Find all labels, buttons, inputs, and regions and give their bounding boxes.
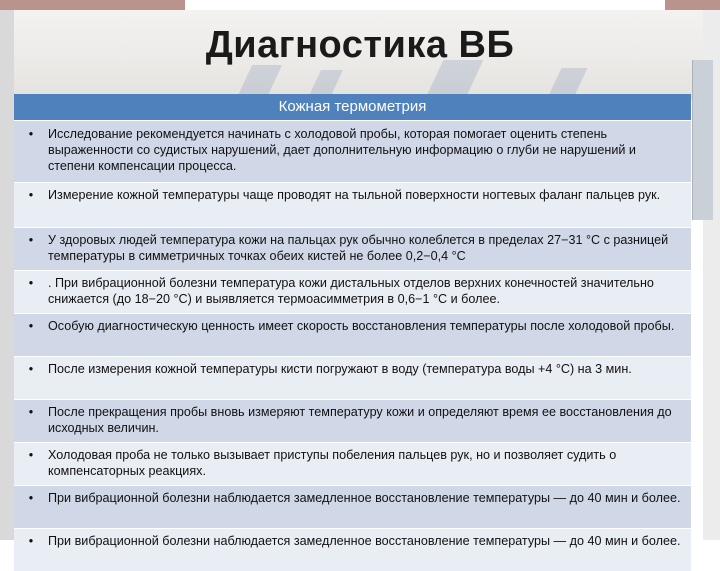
table-row [14, 399, 691, 442]
table-row [14, 442, 691, 485]
content-table [14, 94, 691, 548]
table-row [14, 227, 691, 270]
table-header: Кожная термометрия [14, 94, 691, 120]
slide-title: Диагностика ВБ [205, 24, 515, 66]
decorative-left-band [0, 10, 14, 540]
bullet: • [28, 188, 34, 202]
row-text: . При вибрационной болезни температура кожи дистальных отделов верхних конечностей значительно снижается (до 18−20 °С) и выявляется термоасимметрия в 0,6−1 °С и более. [48, 276, 654, 306]
row-text: При вибрационной болезни наблюдается замедленное восстановление температуры — до 40 мин и более. [48, 491, 681, 505]
bullet: • [28, 362, 34, 376]
table-row [14, 120, 691, 182]
table-row [14, 182, 691, 227]
row-text: Особую диагностическую ценность имеет скорость восстановления температуры после холодовой пробы. [48, 319, 675, 333]
bullet: • [28, 276, 34, 290]
row-text: У здоровых людей температура кожи на пальцах рук обычно колеблется в пределах 27−31 °С с разницей температуры в симметричных точках обеих кистей не более 0,2−0,4 °С [48, 233, 669, 263]
bullet: • [28, 405, 34, 419]
table-row [14, 485, 691, 528]
row-text: После измерения кожной температуры кисти погружают в воду (температура воды +4 °С) на 3 мин. [48, 362, 632, 376]
bullet: • [28, 491, 34, 505]
table-row [14, 270, 691, 313]
table-row [14, 313, 691, 356]
decorative-top-bar-left [0, 0, 185, 10]
table-row [14, 528, 691, 571]
bullet: • [28, 319, 34, 333]
row-text: При вибрационной болезни наблюдается замедленное восстановление температуры — до 40 мин и более. [48, 534, 681, 548]
bullet: • [28, 233, 34, 247]
bullet: • [28, 127, 34, 141]
row-text: Исследование рекомендуется начинать с холодовой пробы, которая помогает оценить степень выраженности со судистых нарушений, дает дополнительную информацию о глуби не нарушений и степени компенсации процесса. [48, 127, 636, 173]
row-text: Холодовая проба не только вызывает приступы побеления пальцев рук, но и позволяет судить о компенсаторных реакциях. [48, 448, 617, 478]
decorative-top-bar-right [665, 0, 720, 10]
decorative-right-panel [692, 60, 713, 220]
bullet: • [28, 448, 34, 462]
row-text: Измерение кожной температуры чаще проводят на тыльной поверхности ногтевых фаланг пальцев рук. [48, 188, 661, 202]
table-row [14, 356, 691, 399]
row-text: После прекращения пробы вновь измеряют температуру кожи и определяют время ее восстановления до исходных величин. [48, 405, 672, 435]
bullet: • [28, 534, 34, 548]
